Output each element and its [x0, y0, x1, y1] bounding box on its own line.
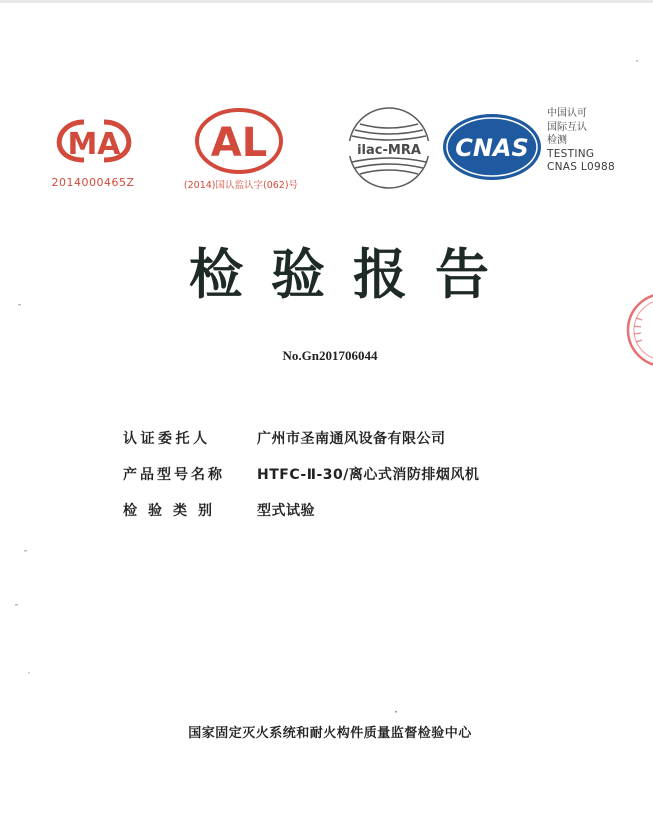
field-label-client: 认证委托人 [123, 431, 211, 447]
cal-logo-text: AL [210, 120, 268, 166]
cma-number: 2014000465Z [51, 176, 135, 189]
field-label-type: 检验类别 [123, 503, 223, 519]
cnas-line: TESTING [547, 147, 595, 160]
field-value-product: HTFC-Ⅱ-30/离心式消防排烟风机 [257, 467, 480, 483]
ilac-logo-text: ilac-MRA [357, 143, 421, 158]
field-value-type: 型式试验 [257, 503, 315, 519]
report-title: 检验报告 [189, 243, 517, 306]
cma-logo-text: MA [67, 127, 121, 162]
field-value-client: 广州市圣南通风设备有限公司 [257, 431, 446, 447]
cal-number: (2014)国认监认字(062)号 [183, 180, 299, 191]
cnas-line: 国际互认 [547, 121, 587, 133]
cnas-line: 检测 [547, 135, 567, 146]
cnas-logo-text: CNAS [455, 134, 529, 162]
issuing-organization: 国家固定灭火系统和耐火构件质量监督检验中心 [188, 726, 472, 741]
field-label-product: 产品型号名称 [123, 467, 225, 483]
cnas-line: 中国认可 [547, 108, 587, 119]
cnas-line: CNAS L0988 [547, 161, 615, 173]
report-number: No.Gn201706044 [282, 348, 378, 363]
